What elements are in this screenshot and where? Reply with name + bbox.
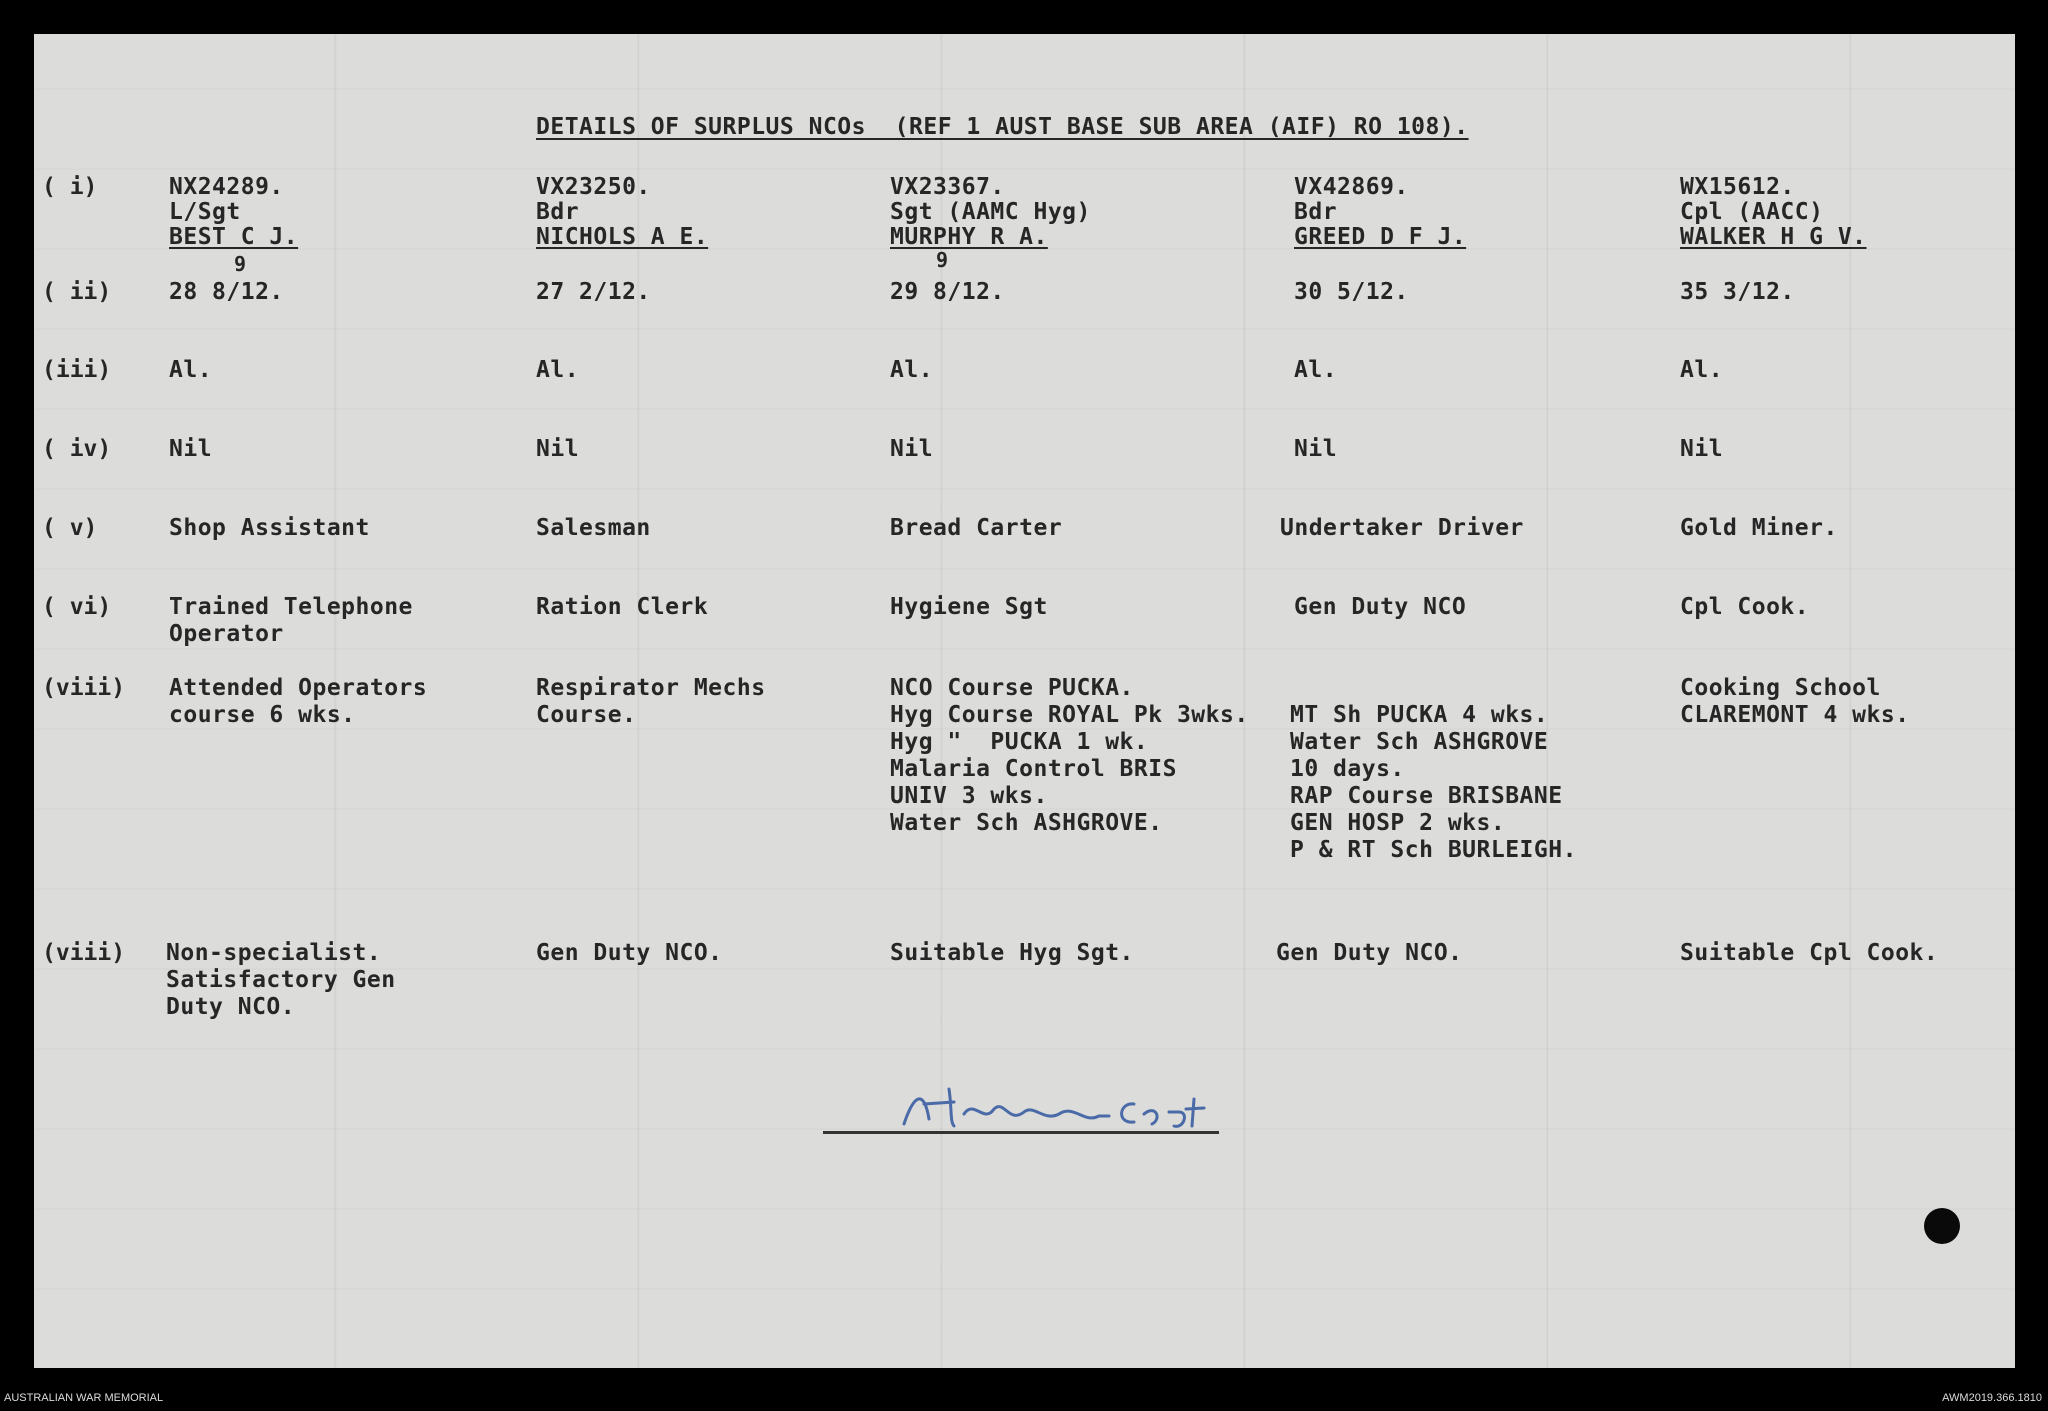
col4-age: 30 5/12. xyxy=(1294,279,1409,305)
col2-civil-occupation: Salesman xyxy=(536,515,651,541)
col5-army-employment: Cpl Cook. xyxy=(1680,594,1810,620)
punch-hole xyxy=(1924,1208,1960,1244)
col5-remarks: Suitable Cpl Cook. xyxy=(1680,940,1939,966)
col4-dependants: Nil xyxy=(1294,436,1338,462)
footer-left: AUSTRALIAN WAR MEMORIAL xyxy=(4,1392,164,1404)
row-label-iii: (iii) xyxy=(42,357,112,383)
col2-remarks: Gen Duty NCO. xyxy=(536,940,723,966)
col5-medical: Al. xyxy=(1680,357,1724,383)
col1-medical: Al. xyxy=(169,357,213,383)
col3-army-employment: Hygiene Sgt xyxy=(890,594,1048,620)
col1-army-employment: Trained Telephone Operator xyxy=(169,594,413,647)
row-label-vii: (viii) xyxy=(42,675,126,701)
col2-rank: Bdr xyxy=(536,199,580,225)
col1-age-note: 9 xyxy=(234,252,247,276)
col2-age: 27 2/12. xyxy=(536,279,651,305)
col4-medical: Al. xyxy=(1294,357,1338,383)
col5-age: 35 3/12. xyxy=(1680,279,1795,305)
col4-army-employment: Gen Duty NCO xyxy=(1294,594,1467,620)
bleed-through-text xyxy=(1906,94,1944,103)
col5-civil-occupation: Gold Miner. xyxy=(1680,515,1838,541)
col5-name: WALKER H G V. xyxy=(1680,224,1867,250)
row-label-viii: (viii) xyxy=(42,940,126,966)
col4-courses: MT Sh PUCKA 4 wks. Water Sch ASHGROVE 10 days. RAP Course BRISBANE GEN HOSP 2 wks. P & RT Sch BURLEIGH. xyxy=(1290,702,1577,863)
col2-number: VX23250. xyxy=(536,174,651,200)
col1-civil-occupation: Shop Assistant xyxy=(169,515,370,541)
col4-number: VX42869. xyxy=(1294,174,1409,200)
col2-dependants: Nil xyxy=(536,436,580,462)
row-label-vi: ( vi) xyxy=(42,594,112,620)
col3-rank: Sgt (AAMC Hyg) xyxy=(890,199,1091,225)
col3-civil-occupation: Bread Carter xyxy=(890,515,1063,541)
document-page xyxy=(34,34,2015,1368)
col5-courses: Cooking School CLAREMONT 4 wks. xyxy=(1680,675,1910,728)
col1-name: BEST C J. xyxy=(169,224,299,250)
col2-army-employment: Ration Clerk xyxy=(536,594,709,620)
col2-name: NICHOLS A E. xyxy=(536,224,709,250)
col1-dependants: Nil xyxy=(169,436,213,462)
row-label-v: ( v) xyxy=(42,515,98,541)
col5-dependants: Nil xyxy=(1680,436,1724,462)
col3-age-note: 9 xyxy=(936,248,949,272)
col5-rank: Cpl (AACC) xyxy=(1680,199,1824,225)
col3-dependants: Nil xyxy=(890,436,934,462)
col3-courses: NCO Course PUCKA. Hyg Course ROYAL Pk 3wks. Hyg " PUCKA 1 wk. Malaria Control BRIS UNIV 3 wks. Water Sch ASHGROVE. xyxy=(890,675,1249,836)
col5-number: WX15612. xyxy=(1680,174,1795,200)
col3-name: MURPHY R A. xyxy=(890,224,1048,250)
col1-remarks: Non-specialist. Satisfactory Gen Duty NCO. xyxy=(166,940,396,1020)
col4-civil-occupation: Undertaker Driver xyxy=(1280,515,1524,541)
col4-remarks: Gen Duty NCO. xyxy=(1276,940,1463,966)
col3-age: 29 8/12. xyxy=(890,279,1005,305)
row-label-i: ( i) xyxy=(42,174,98,200)
col2-courses: Respirator Mechs Course. xyxy=(536,675,766,728)
col3-number: VX23367. xyxy=(890,174,1005,200)
col1-age: 28 8/12. xyxy=(169,279,284,305)
col3-remarks: Suitable Hyg Sgt. xyxy=(890,940,1134,966)
col1-number: NX24289. xyxy=(169,174,284,200)
row-label-iv: ( iv) xyxy=(42,436,112,462)
col1-rank: L/Sgt xyxy=(169,199,241,225)
col1-courses: Attended Operators course 6 wks. xyxy=(169,675,428,728)
col2-medical: Al. xyxy=(536,357,580,383)
col4-name: GREED D F J. xyxy=(1294,224,1467,250)
document-heading: DETAILS OF SURPLUS NCOs (REF 1 AUST BASE SUB AREA (AIF) RO 108). xyxy=(536,114,1469,140)
signature-line xyxy=(823,1131,1219,1134)
col4-rank: Bdr xyxy=(1294,199,1338,225)
col3-medical: Al. xyxy=(890,357,934,383)
row-label-ii: ( ii) xyxy=(42,279,112,305)
footer-right: AWM2019.366.1810 xyxy=(1942,1392,2042,1404)
